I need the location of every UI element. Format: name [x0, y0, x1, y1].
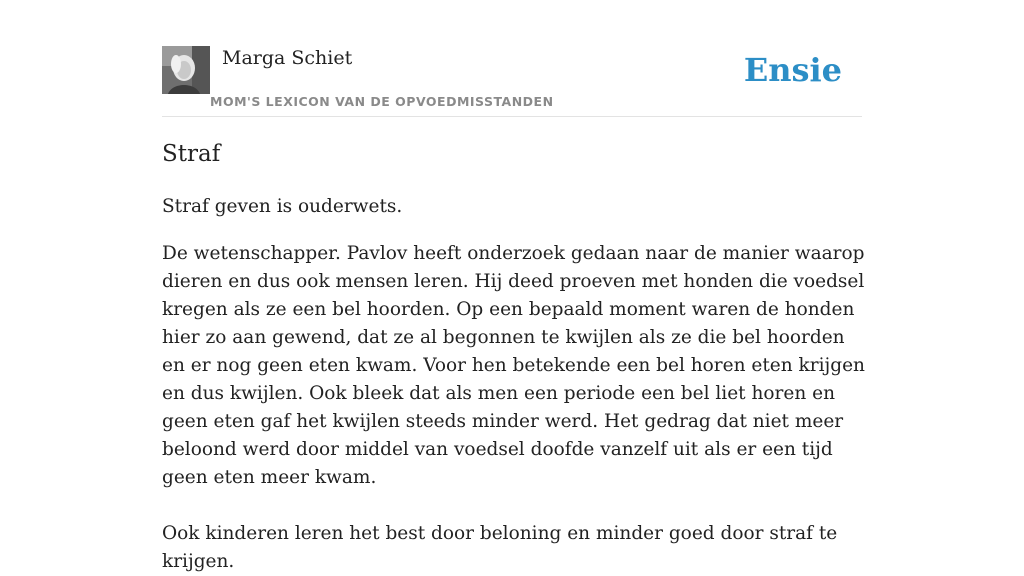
- article-paragraph: Straf geven is ouderwets.: [162, 196, 403, 217]
- article-header: [162, 46, 862, 117]
- brand-logo[interactable]: Ensie: [743, 51, 842, 89]
- article-paragraph: De wetenschapper. Pavlov heeft onderzoek gedaan naar de manier waarop dieren en dus ook mensen leren. Hij deed proeven met honden die voedsel kregen als ze een bel hoorden. Op een bepaald moment waren de honden hier zo aan gewend, dat ze al begonnen te kwijlen als ze die bel hoorden en er nog geen eten kwam. Voor hen betekende een bel horen eten krijgen en dus kwijlen. Ook bleek dat als men een periode een bel liet horen en geen eten gaf het kwijlen steeds minder werd. Het gedrag dat niet meer beloond werd door middel van voedsel doofde vanzelf uit als er een tijd geen eten meer kwam.: [162, 243, 865, 488]
- article-paragraph: Ook kinderen leren het best door beloning en minder goed door straf te krijgen.: [162, 523, 838, 572]
- author-avatar[interactable]: [162, 46, 210, 94]
- article-body: [162, 136, 872, 576]
- author-name[interactable]: Marga Schiet: [222, 47, 353, 69]
- collection-title[interactable]: MOM'S LEXICON VAN DE OPVOEDMISSTANDEN: [210, 94, 554, 109]
- article-title: Straf: [162, 141, 221, 167]
